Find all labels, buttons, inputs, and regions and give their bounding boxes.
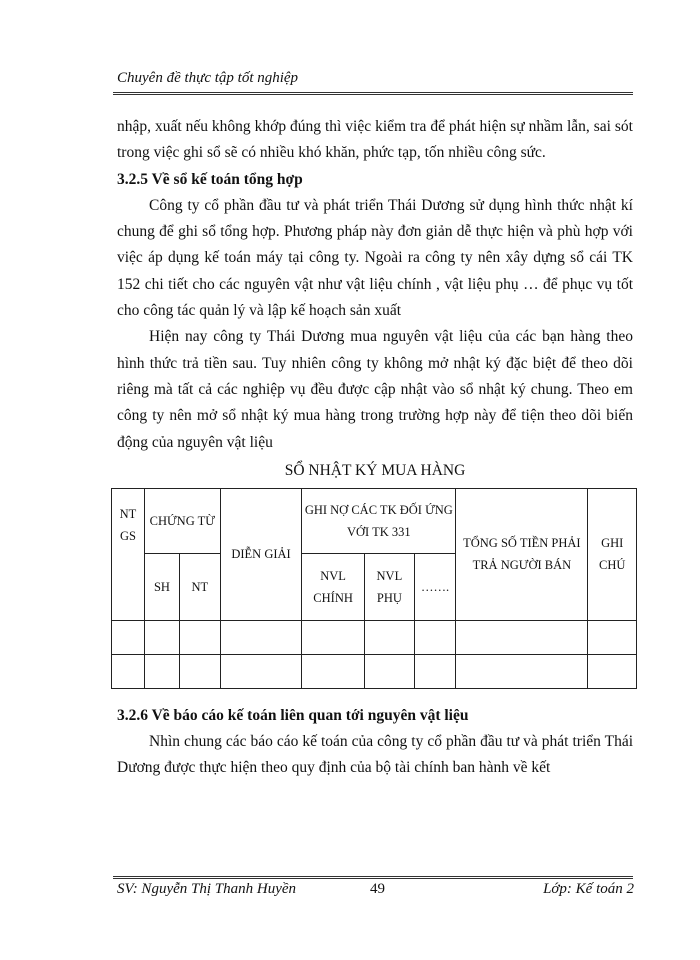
paragraph-general-journal: Công ty cổ phần đầu tư và phát triển Thái Dương sử dụng hình thức nhật kí chung để ghi sổ tổng hợp. Phương pháp này đơn giản dễ thực hiện và phù hợp với việc áp dụng kế toán máy tại công ty. Ngoài ra công ty nên xây dựng sổ cái TK 152 chi tiết cho các nguyên vật như vật liệu chính , vật liệu phụ … để phục vụ tốt cho công tác quản lý và lập kế hoạch sản xuất xyxy=(117,196,633,320)
header-cell-nvl-chinh: NVL CHÍNH xyxy=(302,553,364,620)
header-cell-nt: NT xyxy=(179,553,220,620)
header-cell-ntgs: NT GS xyxy=(112,488,145,620)
header-cell-dien-giai: DIỄN GIẢI xyxy=(220,488,302,620)
header-cell-sh: SH xyxy=(144,553,179,620)
footer-divider xyxy=(113,876,633,879)
header-divider xyxy=(113,92,633,95)
paragraph-intro: nhập, xuất nếu không khớp đúng thì việc kiểm tra để phát hiện sự nhầm lẫn, sai sót trong việc ghi sổ sẽ có nhiều khó khăn, phức tạp, tốn nhiều công sức. xyxy=(117,118,633,162)
paragraph-reports: Nhìn chung các báo cáo kế toán của công ty cổ phần đầu tư và phát triển Thái Dương được thực hiện theo quy định của bộ tài chính ban hành về kết xyxy=(117,733,633,777)
header-cell-ghi-no: GHI NỢ CÁC TK ĐỐI ỨNG VỚI TK 331 xyxy=(302,488,456,553)
page-header xyxy=(117,70,632,93)
section-heading-3-2-5: 3.2.5 Về sổ kế toán tổng hợp xyxy=(117,170,303,188)
paragraph-purchase-journal: Hiện nay công ty Thái Dương mua nguyên vật liệu của các bạn hàng theo hình thức trả tiền sau. Tuy nhiên công ty không mở nhật ký đặc biệt để theo dõi riêng mà tất cả các nghiệp vụ đều được cập nhật vào sổ nhật ký chung. Theo em công ty nên mở sổ nhật ký mua hàng trong trường hợp này để tiện theo dõi biến động của nguyên vật liệu xyxy=(117,328,633,451)
section-heading-3-2-6: 3.2.6 Về báo cáo kế toán liên quan tới nguyên vật liệu xyxy=(117,706,469,724)
purchase-journal-table xyxy=(111,488,637,689)
header-cell-chung-tu: CHỨNG TỪ xyxy=(144,488,220,553)
page-body xyxy=(117,114,633,782)
header-cell-nvl-phu: NVL PHỤ xyxy=(364,553,414,620)
footer-student: SV: Nguyễn Thị Thanh Huyền xyxy=(117,881,297,897)
header-cell-ghi-chu: GHI CHÚ xyxy=(588,488,637,620)
page-number: 49 xyxy=(370,881,385,897)
table-row xyxy=(112,620,637,654)
header-title: Chuyên đề thực tập tốt nghiệp xyxy=(117,70,299,86)
header-cell-tong-so-tien: TỔNG SỐ TIỀN PHẢI TRẢ NGƯỜI BÁN xyxy=(456,488,588,620)
table-row xyxy=(112,654,637,688)
table-title: SỔ NHẬT KÝ MUA HÀNG xyxy=(284,461,466,479)
header-cell-etc: ……. xyxy=(414,553,455,620)
footer-class: Lớp: Kế toán 2 xyxy=(543,881,634,897)
